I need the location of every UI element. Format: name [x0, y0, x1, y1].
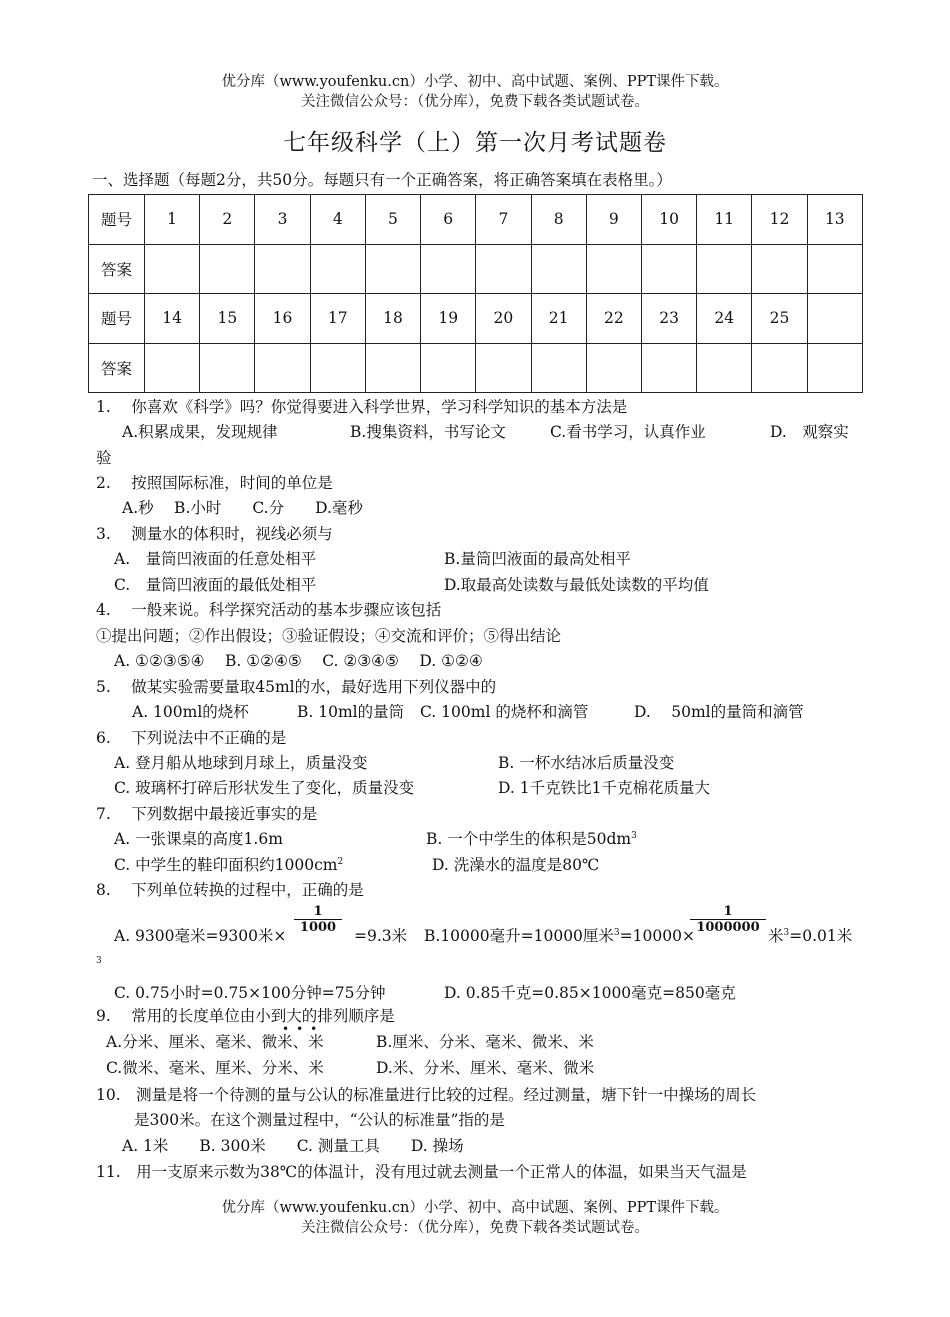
row-label: 答案	[89, 343, 145, 393]
q1-stem: 1. 你喜欢《科学》吗？你觉得要进入科学世界，学习科学知识的基本方法是	[96, 398, 628, 416]
q11-stem: 11. 用一支原来示数为38℃的体温计，没有甩过就去测量一个正常人的体温，如果当天气温是	[96, 1163, 747, 1181]
answer-cell[interactable]	[752, 244, 807, 294]
row-label: 题号	[89, 294, 145, 344]
q7-option-d: D. 洗澡水的温度是80℃	[432, 856, 600, 874]
q8-option-a-pre: A. 9300毫米=9300米×	[114, 927, 287, 945]
answer-cell[interactable]	[752, 343, 807, 393]
question-number-cell: 19	[421, 294, 476, 344]
row-label: 题号	[89, 195, 145, 245]
question-number-cell: 13	[807, 195, 862, 245]
q1-option-b: B.搜集资料，书写论文	[350, 423, 506, 441]
q10-stem-line-1: 10. 测量是将一个待测的量与公认的标准量进行比较的过程。经过测量，塘下针一中操场的周长	[96, 1086, 757, 1104]
q10-options: A. 1米 B. 300米 C. 测量工具 D. 操场	[122, 1137, 464, 1155]
q8-option-b-post: 米$^3$=0.01米	[768, 927, 853, 945]
question-number-cell: 20	[476, 294, 531, 344]
answer-cell[interactable]	[807, 244, 862, 294]
q6-option-a: A. 登月船从地球到月球上，质量没变	[114, 754, 368, 772]
question-number-cell: 15	[200, 294, 255, 344]
answer-row	[89, 343, 863, 393]
fraction-numerator: 1	[723, 904, 733, 919]
q6-stem: 6. 下列说法中不正确的是	[96, 729, 287, 747]
q10-stem-line-2: 是300米。在这个测量过程中，“公认的标准量”指的是	[134, 1111, 505, 1129]
q5-option-c: C. 100ml 的烧杯和滴管	[420, 703, 589, 721]
question-number-cell: 17	[310, 294, 365, 344]
q4-steps: ①提出问题；②作出假设；③验证假设；④交流和评价；⑤得出结论	[96, 627, 562, 645]
question-number-row	[89, 294, 863, 344]
answer-cell[interactable]	[697, 343, 752, 393]
answer-cell[interactable]	[531, 244, 586, 294]
question-number-row	[89, 195, 863, 245]
q4-stem: 4. 一般来说。科学探究活动的基本步骤应该包括	[96, 601, 442, 619]
answer-cell[interactable]	[365, 244, 420, 294]
q5-option-b: B. 10ml的量筒	[297, 703, 405, 721]
q2-options: A.秒 B.小时 C.分 D.毫秒	[122, 499, 363, 517]
q8-option-a-fraction	[294, 904, 342, 936]
q1-option-d-cont: 验	[96, 449, 112, 467]
answer-cell[interactable]	[255, 244, 310, 294]
q1-option-d: D. 观察实	[770, 423, 849, 441]
header-line-2: 关注微信公众号：（优分库），免费下载各类试题试卷。	[301, 94, 649, 110]
q3-stem: 3. 测量水的体积时，视线必须与	[96, 525, 333, 543]
answer-cell[interactable]	[641, 244, 696, 294]
q5-option-d: D. 50ml的量筒和滴管	[634, 703, 804, 721]
section-heading: 一、选择题（每题2分，共50分。每题只有一个正确答案，将正确答案填在表格里。）	[92, 171, 672, 189]
answer-cell[interactable]	[421, 244, 476, 294]
question-number-cell: 18	[365, 294, 420, 344]
q8-option-b-cont: 3	[96, 956, 102, 966]
question-number-cell: 11	[697, 195, 752, 245]
question-number-cell: 4	[310, 195, 365, 245]
answer-cell[interactable]	[200, 244, 255, 294]
answer-cell[interactable]	[145, 244, 200, 294]
q5-stem: 5. 做某实验需要量取45ml的水，最好选用下列仪器中的	[96, 678, 497, 696]
answer-cell[interactable]	[145, 343, 200, 393]
footer-line-2: 关注微信公众号：（优分库），免费下载各类试题试卷。	[301, 1220, 649, 1236]
q9-stem: 9. 常用的长度单位由小到大的排列顺序是	[96, 1007, 395, 1025]
question-number-cell: 2	[200, 195, 255, 245]
question-number-cell: 21	[531, 294, 586, 344]
q8-option-a-post: =9.3米	[354, 927, 408, 945]
q7-option-c: C. 中学生的鞋印面积约$1000cm^2$	[114, 856, 344, 874]
fraction-numerator: 1	[313, 904, 323, 919]
question-number-cell: 5	[365, 195, 420, 245]
q6-option-b: B. 一杯水结冰后质量没变	[498, 754, 675, 772]
q9-emphasis-dots: •••	[282, 1022, 325, 1036]
q2-stem: 2. 按照国际标准，时间的单位是	[96, 474, 333, 492]
question-number-cell: 22	[586, 294, 641, 344]
q4-options: A. ①②③⑤④ B. ①②④⑤ C. ②③④⑤ D. ①②④	[114, 652, 483, 670]
answer-cell[interactable]	[641, 343, 696, 393]
answer-cell[interactable]	[476, 244, 531, 294]
question-number-cell: 24	[697, 294, 752, 344]
q3-option-c: C. 量筒凹液面的最低处相平	[114, 576, 317, 594]
q8-option-d: D. 0.85千克=0.85×1000毫克=850毫克	[444, 984, 736, 1002]
answer-cell[interactable]	[255, 343, 310, 393]
q8-option-b-fraction	[690, 904, 766, 936]
question-number-cell	[807, 294, 862, 344]
q7-option-a: A. 一张课桌的高度1.6m	[114, 830, 283, 848]
answer-cell[interactable]	[421, 343, 476, 393]
question-number-cell: 9	[586, 195, 641, 245]
question-number-cell: 23	[641, 294, 696, 344]
q3-option-a: A. 量筒凹液面的任意处相平	[114, 550, 317, 568]
q8-stem: 8. 下列单位转换的过程中，正确的是	[96, 881, 364, 899]
q3-option-b: B.量筒凹液面的最高处相平	[444, 550, 631, 568]
fraction-denominator: 1000000	[696, 920, 760, 935]
q9-option-a: A.分米、厘米、毫米、微米、米	[106, 1033, 324, 1051]
answer-cell[interactable]	[200, 343, 255, 393]
question-number-cell: 6	[421, 195, 476, 245]
question-number-cell: 10	[641, 195, 696, 245]
answer-cell[interactable]	[586, 343, 641, 393]
answer-cell[interactable]	[697, 244, 752, 294]
answer-table	[88, 194, 863, 393]
question-number-cell: 7	[476, 195, 531, 245]
q6-option-c: C. 玻璃杯打碎后形状发生了变化，质量没变	[114, 779, 415, 797]
question-number-cell: 12	[752, 195, 807, 245]
footer-line-1: 优分库（www.youfenku.cn）小学、初中、高中试题、案例、PPT课件下载。	[221, 1200, 729, 1216]
answer-cell[interactable]	[310, 343, 365, 393]
header-line-1: 优分库（www.youfenku.cn）小学、初中、高中试题、案例、PPT课件下载。	[221, 74, 729, 90]
q8-option-c: C. 0.75小时=0.75×100分钟=75分钟	[114, 984, 386, 1002]
q7-option-b: B. 一个中学生的体积是$50dm^3$	[426, 830, 637, 848]
q9-option-c: C.微米、毫米、厘米、分米、米	[106, 1059, 324, 1077]
q7-stem: 7. 下列数据中最接近事实的是	[96, 805, 318, 823]
question-number-cell: 8	[531, 195, 586, 245]
q9-option-d: D.米、分米、厘米、毫米、微米	[376, 1059, 595, 1077]
answer-row	[89, 244, 863, 294]
q9-option-b: B.厘米、分米、毫米、微米、米	[376, 1033, 594, 1051]
q6-option-d: D. 1千克铁比1千克棉花质量大	[498, 779, 710, 797]
question-number-cell: 1	[145, 195, 200, 245]
page-title: 七年级科学（上）第一次月考试题卷	[283, 130, 667, 156]
answer-cell[interactable]	[310, 244, 365, 294]
question-number-cell: 25	[752, 294, 807, 344]
question-number-cell: 3	[255, 195, 310, 245]
question-number-cell: 14	[145, 294, 200, 344]
fraction-denominator: 1000	[299, 920, 337, 935]
answer-cell[interactable]	[531, 343, 586, 393]
q5-option-a: A. 100ml的烧杯	[132, 703, 249, 721]
q1-option-c: C.看书学习，认真作业	[550, 423, 706, 441]
q3-option-d: D.取最高处读数与最低处读数的平均值	[444, 576, 709, 594]
question-number-cell: 16	[255, 294, 310, 344]
answer-cell[interactable]	[807, 343, 862, 393]
q1-option-a: A.积累成果，发现规律	[122, 423, 278, 441]
answer-cell[interactable]	[586, 244, 641, 294]
answer-cell[interactable]	[476, 343, 531, 393]
row-label: 答案	[89, 244, 145, 294]
q8-option-b-pre: B.10000毫升=10000厘米$^3$=10000×	[424, 927, 695, 945]
answer-cell[interactable]	[365, 343, 420, 393]
